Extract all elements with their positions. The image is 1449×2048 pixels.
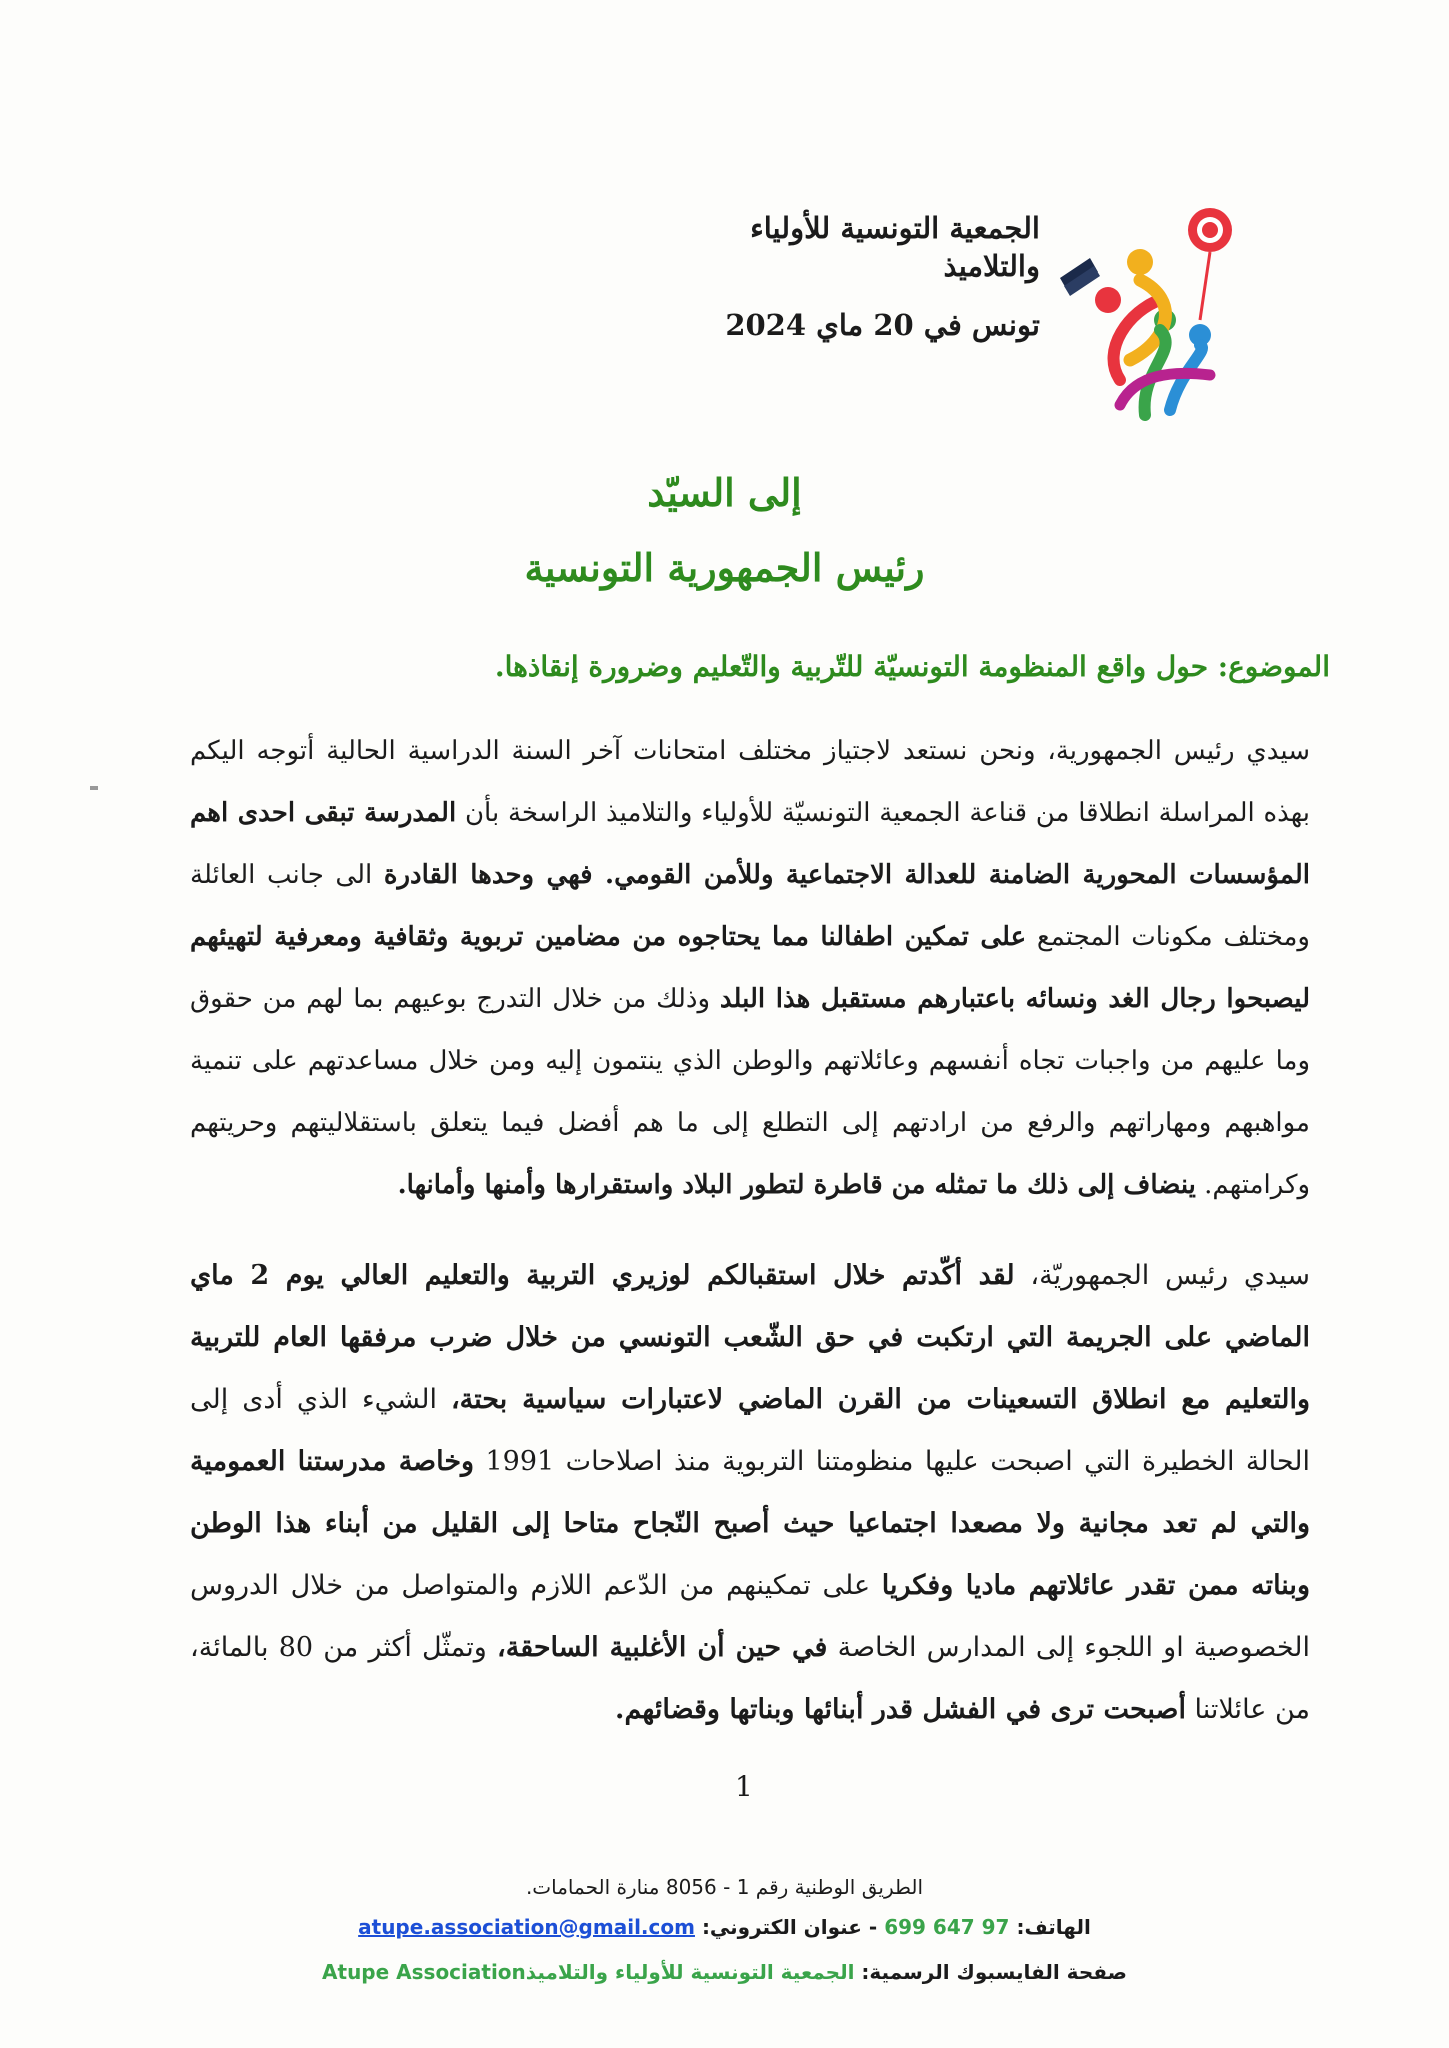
email-link[interactable]: atupe.association@gmail.com (358, 1915, 695, 1939)
footer-address: الطريق الوطنية رقم 1 - 8056 منارة الحمامات. (525, 1875, 924, 1899)
addressee-title: رئيس الجمهورية التونسية (524, 545, 925, 590)
association-logo (1060, 200, 1240, 440)
letter-subject: الموضوع: حول واقع المنظومة التونسيّة للتّربية والتّعليم وضرورة إنقاذها. (494, 650, 1330, 683)
letter-date: تونس في 20 ماي 2024 (725, 308, 1040, 343)
p2-bold-2: وخاصة مدرستنا العمومية والتي لم تعد مجانية ولا مصعدا اجتماعيا حيث أصبح النّجاح متاحا إلى القليل من أبناء هذا الوطن وبناته ممن تقدر عائلاتهم ماديا وفكريا (190, 1446, 1310, 1601)
phone-label: الهاتف: (1016, 1915, 1091, 1939)
email-label: - عنوان الكتروني: (701, 1915, 885, 1939)
scan-mark (90, 786, 98, 790)
p1-text-1: سيدي رئيس الجمهورية، ونحن نستعد لاجتياز مختلف امتحانات آخر السنة الدراسية الحالية أتوجه اليكم بهذه المراسلة انطلاقا من قناعة الجمعية التونسيّة للأولياء والتلاميذ الراسخة بأن (190, 736, 1310, 828)
p2-bold-3: في حين أن الأغلبية الساحقة، (497, 1632, 828, 1663)
paragraph-1 (190, 720, 1310, 1216)
footer-facebook (0, 1960, 1449, 1984)
paragraph-2 (190, 1245, 1310, 1741)
footer-contact (0, 1915, 1449, 1939)
letter-header (700, 210, 1040, 345)
p2-text-4: وتمثّل أكثر من 80 بالمائة، من عائلاتنا (190, 1632, 1310, 1725)
p1-text-2: الى جانب العائلة ومختلف مكونات المجتمع (190, 860, 1310, 952)
facebook-label: صفحة الفايسبوك الرسمية: (861, 1960, 1127, 1984)
p2-text-3: على تمكينهم من الدّعم اللازم والمتواصل من خلال الدروس الخصوصية او اللجوء إلى المدارس الخاصة (190, 1570, 1310, 1663)
p2-bold-1: لقد أكّدتم خلال استقبالكم لوزيري التربية والتعليم العالي يوم 2 ماي الماضي على الجريمة التي ارتكبت في حق الشّعب التونسي من خلال ضرب مرفقها العام للتربية والتعليم مع انطلاق التسعينات من القرن الماضي لاعتبارات سياسية بحتة، (190, 1260, 1310, 1415)
facebook-page-link[interactable]: الجمعية التونسية للأولياء والتلاميذAtupe Association (322, 1960, 855, 1984)
organization-name: الجمعية التونسية للأولياء والتلاميذ (750, 211, 1040, 283)
p2-text-1: سيدي رئيس الجمهوريّة، (1014, 1260, 1310, 1291)
p2-text-2: الشيء الذي أدى إلى الحالة الخطيرة التي اصبحت عليها منظومتنا التربوية منذ اصلاحات 1991 (190, 1384, 1310, 1477)
p1-bold-1: المدرسة تبقى احدى اهم المؤسسات المحورية الضامنة للعدالة الاجتماعية وللأمن القومي. فهي وحدها القادرة (190, 798, 1310, 890)
p1-text-3: وذلك من خلال التدرج بوعيهم بما لهم من حقوق وما عليهم من واجبات تجاه أنفسهم وعائلاتهم والوطن الذي ينتمون إليه ومن خلال مساعدتهم على تنمية مواهبهم ومهاراتهم والرفع من ارادتهم إلى التطلع إلى ما هم أفضل فيما يتعلق باستقلاليتهم وحريتهم وكرامتهم. (190, 984, 1310, 1200)
page-number: 1 (735, 1770, 753, 1803)
addressee-salutation: إلى السيّد (647, 470, 802, 515)
p1-bold-3: ينضاف إلى ذلك ما تمثله من قاطرة لتطور البلاد واستقرارها وأمنها وأمانها. (397, 1170, 1196, 1200)
phone-number: 97 647 699 (884, 1915, 1010, 1939)
p1-bold-2: على تمكين اطفالنا مما يحتاجوه من مضامين تربوية وثقافية ومعرفية لتهيئهم ليصبحوا رجال الغد ونسائه باعتبارهم مستقبل هذا البلد (190, 922, 1310, 1014)
p2-bold-4: أصبحت ترى في الفشل قدر أبنائها وبناتها وقضائهم. (615, 1694, 1186, 1725)
